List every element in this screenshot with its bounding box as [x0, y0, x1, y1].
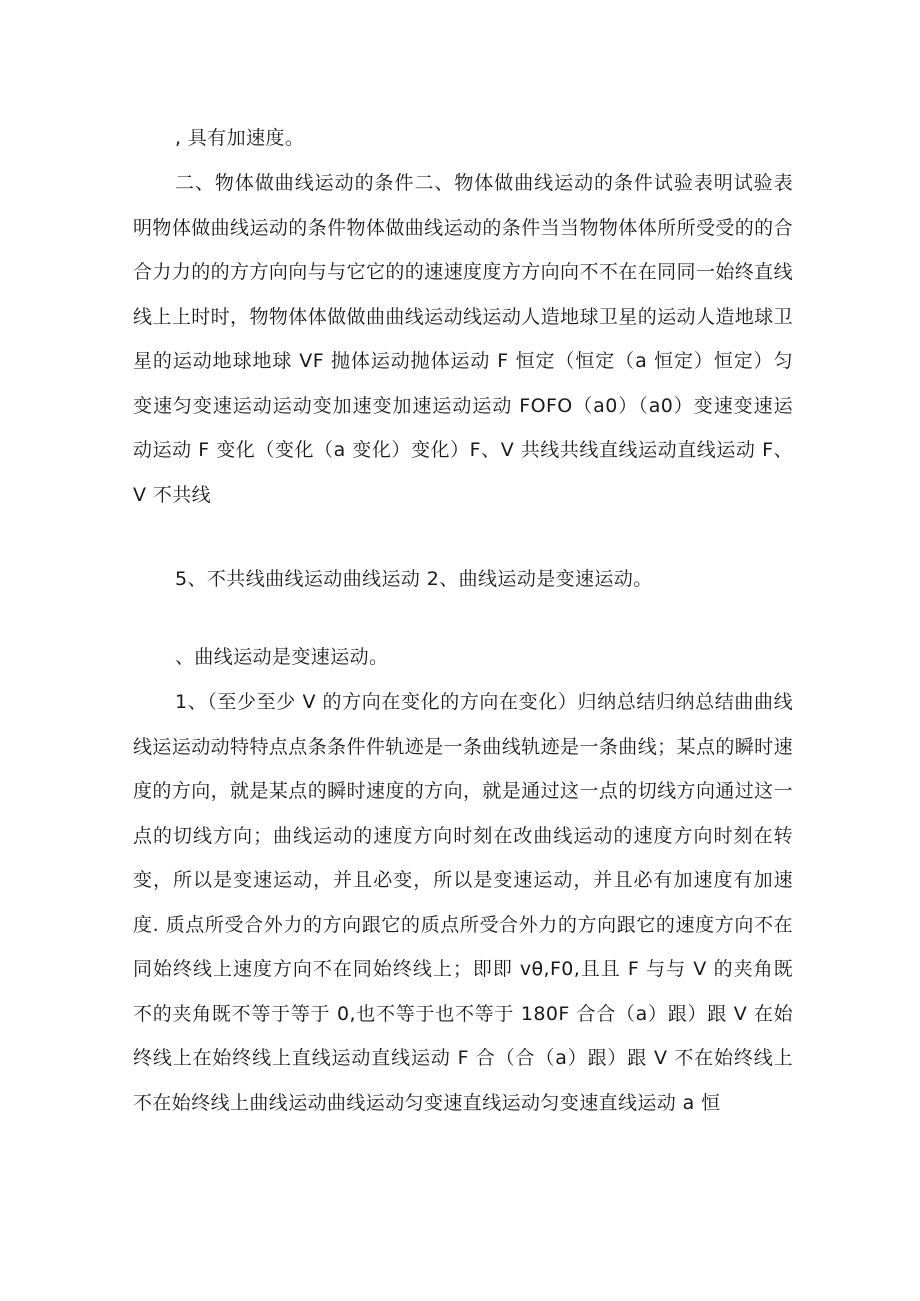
paragraph-noncollinear-curve-motion: 5、不共线曲线运动曲线运动 2、曲线运动是变速运动。 [175, 568, 653, 590]
paragraph-curve-motion-conditions: 二、物体做曲线运动的条件二、物体做曲线运动的条件试验表明试验表明物体做曲线运动的条件物体做曲线运动的条件当当物物体体所所受受的的合合力力的的方方向向与与它它的的速速度度方方向向不不在在同同一始终直线线上上时时，物物体体做做曲曲线运动线运动人造地球卫星的运动人造地球卫星的运动地球地球 VF 抛体运动抛体运动 F 恒定（恒定（a 恒定）恒定）匀变速匀变速运动运动变加速变加速运动运动 FOFO（a0）（a0）变速变速运动运动 F 变化（变化（a 变化）变化）F、V 共线共线直线运动直线运动 F、V 不共线 [133, 172, 793, 506]
paragraph-summary-curve-motion: 1、（至少至少 V 的方向在变化的方向在变化）归纳总结归纳总结曲曲线线运运动动特特点点条条件件轨迹是一条曲线轨迹是一条曲线；某点的瞬时速度的方向，就是某点的瞬时速度的方向，就是通过这一点的切线方向通过这一点的切线方向；曲线运动的速度方向时刻在改曲线运动的速度方向时刻在转变，所以是变速运动，并且必变，所以是变速运动，并且必有加速度有加速度. 质点所受合外力的方向跟它的质点所受合外力的方向跟它的速度方向不在同始终线上速度方向不在同始终线上；即即 vθ,F0,且且 F 与与 V 的夹角既不的夹角既不等于等于 0,也不等于也不等于 180F 合合（a）跟）跟 V 在始终线上在始终线上直线运动直线运动 F 合（合（a）跟）跟 V 不在始终线上不在始终线上曲线运动曲线运动匀变速直线运动匀变速直线运动 a 恒 [133, 691, 793, 1114]
paragraph-acceleration-fragment: , 具有加速度。 [175, 127, 305, 149]
paragraph-curve-motion-variable-speed: 、曲线运动是变速运动。 [175, 646, 389, 668]
